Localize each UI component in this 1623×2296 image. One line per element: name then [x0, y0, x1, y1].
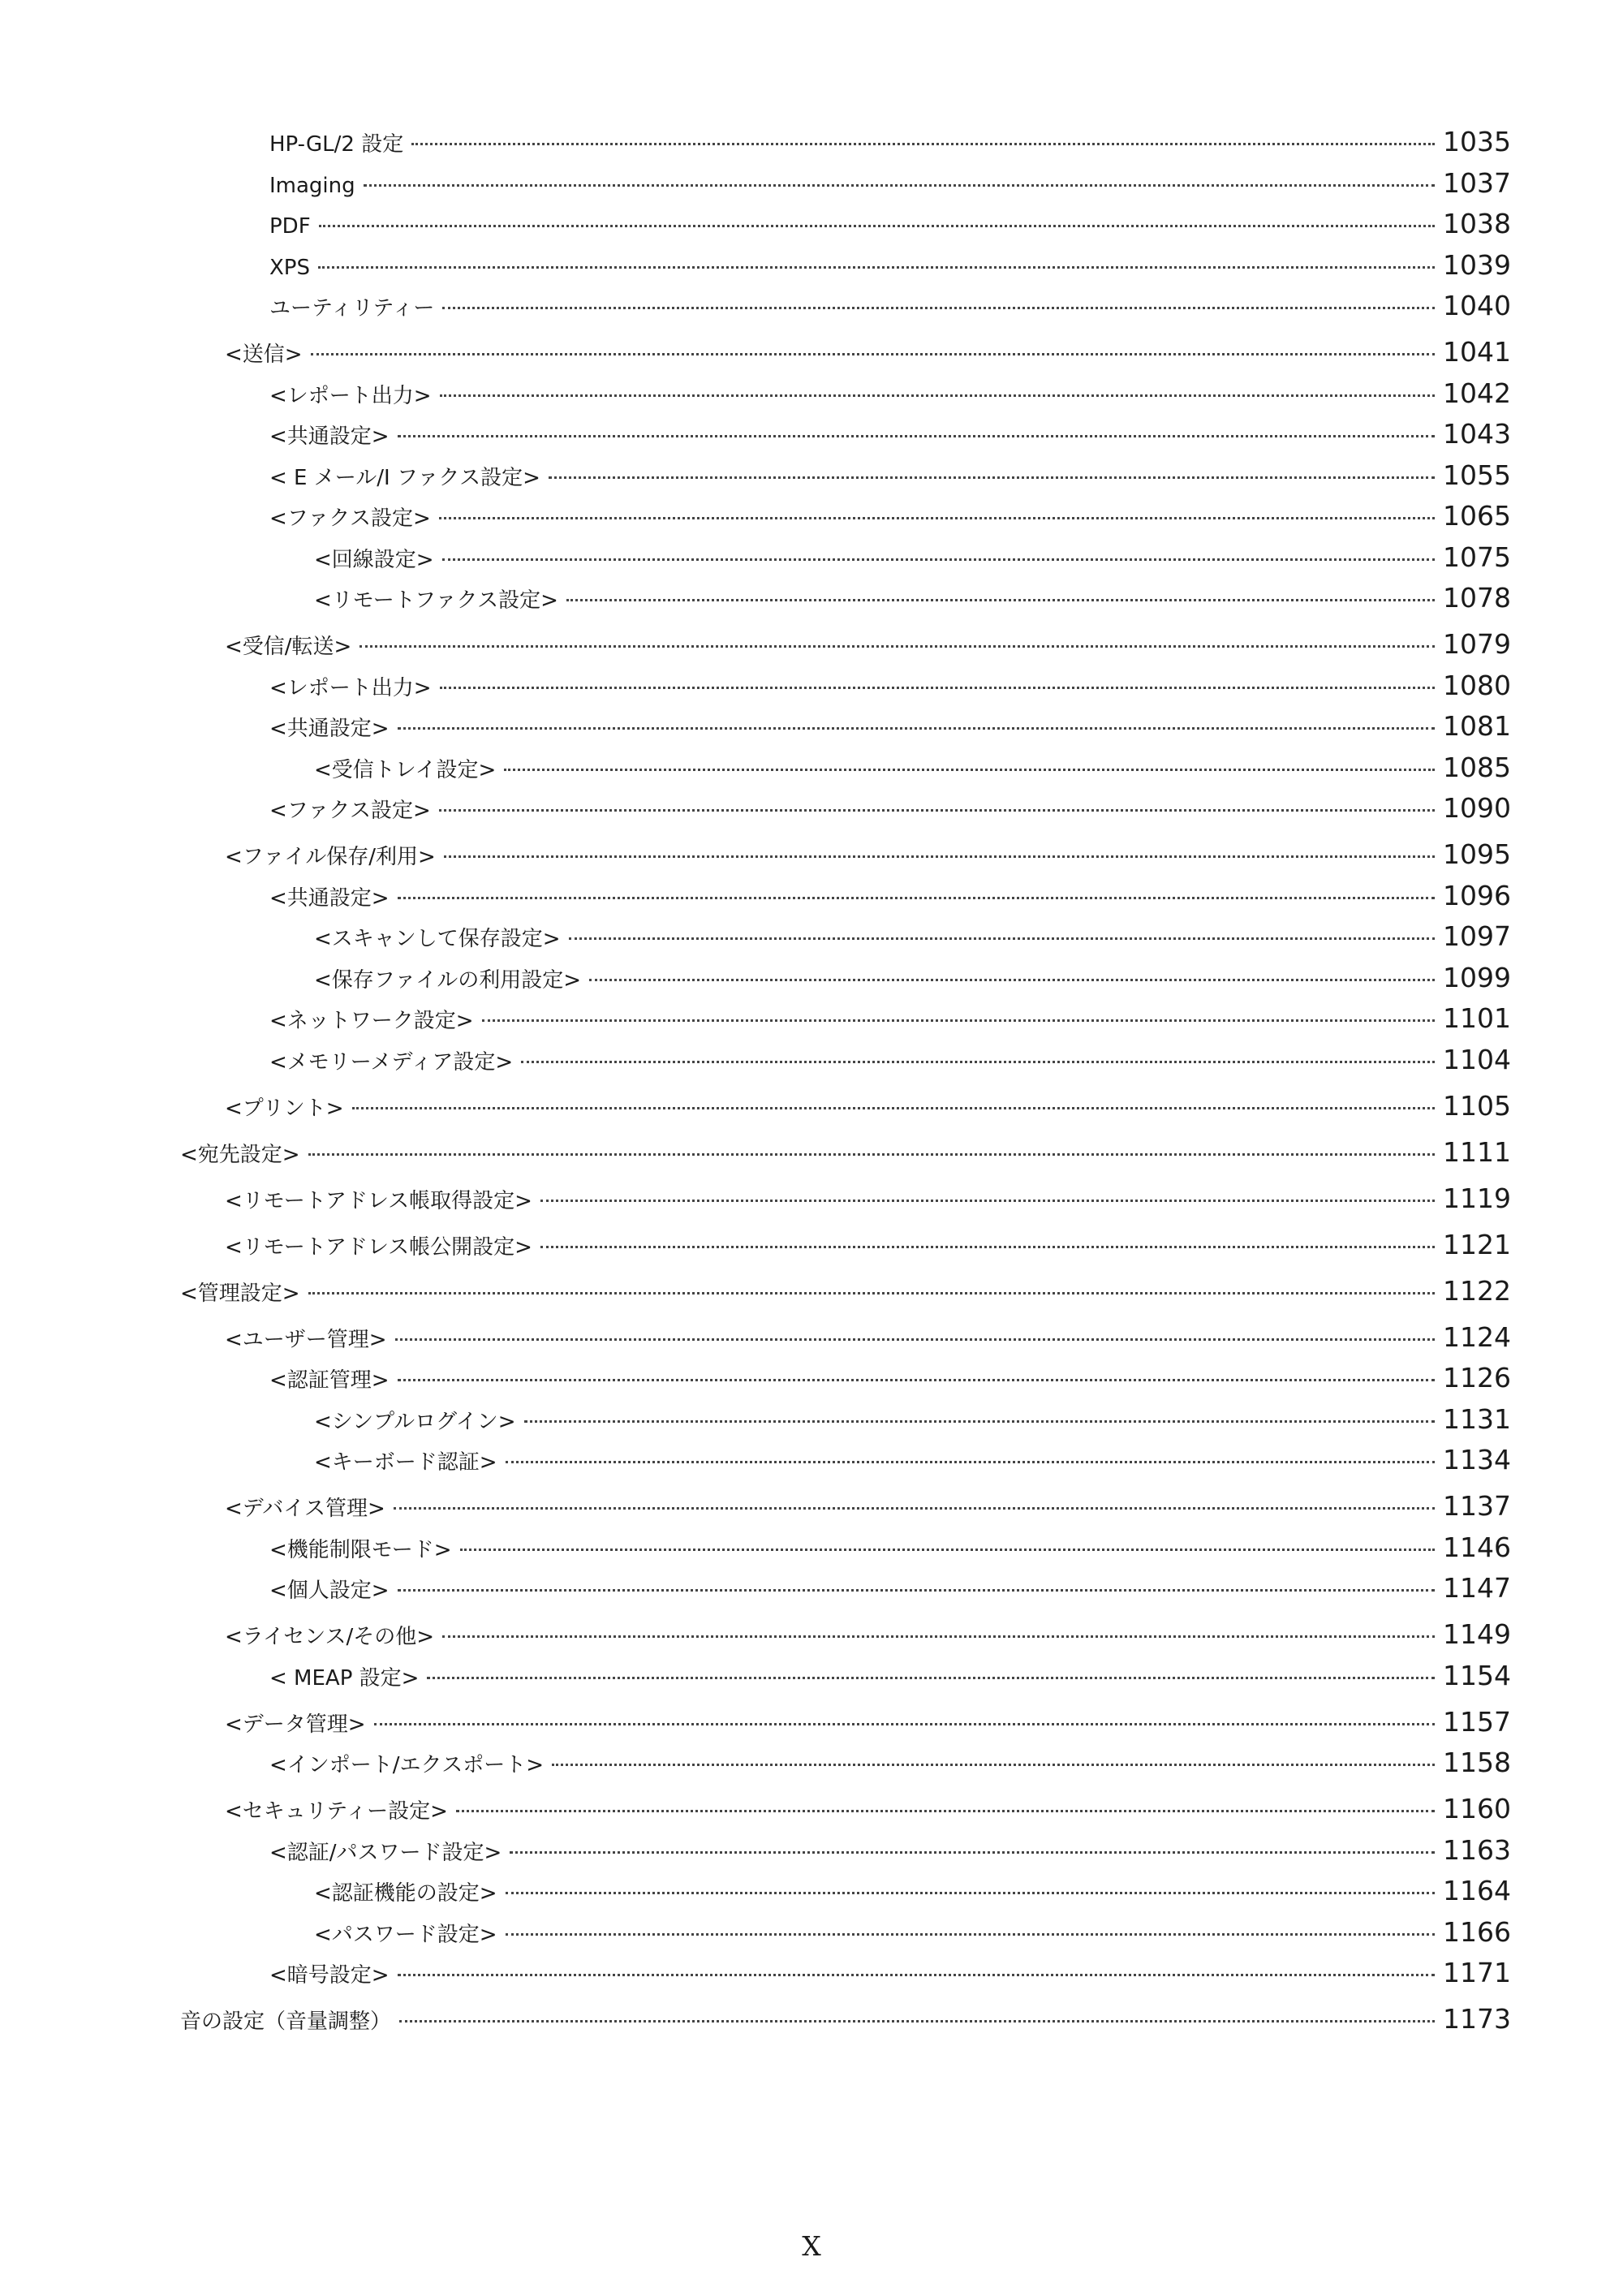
dot-leader	[506, 1892, 1435, 1894]
toc-entry-title: <ユーザー管理>	[225, 1327, 387, 1352]
toc-entry-title: <共通設定>	[269, 717, 390, 741]
toc-entry-page: 1042	[1443, 377, 1511, 409]
dot-leader	[439, 809, 1435, 812]
toc-entry-page: 1160	[1443, 1793, 1511, 1824]
toc-entry-page: 1171	[1443, 1957, 1511, 1988]
toc-entry-title: <ライセンス/その他>	[225, 1625, 434, 1649]
toc-entry-title: <宛先設定>	[180, 1142, 300, 1167]
dot-leader	[352, 1107, 1435, 1109]
toc-entry-page: 1039	[1443, 248, 1511, 281]
toc-entry-page: 1035	[1443, 126, 1511, 157]
toc-entry-page: 1163	[1443, 1833, 1511, 1866]
dot-leader	[398, 1974, 1435, 1976]
toc-entry[interactable]	[314, 1875, 1511, 1915]
toc-entry-title: <セキュリティー設定>	[225, 1799, 448, 1824]
toc-entry-title: <インポート/エクスポート>	[269, 1753, 545, 1777]
toc-entry[interactable]	[269, 1362, 1511, 1402]
toc-entry[interactable]	[225, 1321, 1511, 1362]
toc-entry-page: 1146	[1443, 1531, 1511, 1563]
toc-entry-title: PDF	[269, 214, 311, 239]
dot-leader	[398, 897, 1435, 899]
dot-leader	[521, 1061, 1435, 1063]
toc-entry-title: <保存ファイルの利用設定>	[314, 967, 582, 993]
dot-leader	[540, 1246, 1435, 1248]
toc-entry[interactable]	[225, 628, 1511, 669]
toc-entry[interactable]	[269, 880, 1511, 920]
toc-entry-title: <送信>	[225, 342, 303, 367]
dot-leader	[398, 1589, 1435, 1592]
toc-entry-page: 1134	[1443, 1444, 1511, 1475]
dot-leader	[506, 1461, 1435, 1463]
toc-entry-title: <ファクス設定>	[269, 506, 431, 531]
toc-entry-page: 1090	[1443, 792, 1511, 824]
toc-entry-title: <プリント>	[225, 1096, 344, 1121]
toc-entry-page: 1078	[1443, 582, 1511, 614]
toc-entry-title: <パスワード設定>	[314, 1922, 497, 1947]
dot-leader	[308, 1153, 1435, 1156]
toc-entry-title: <スキャンして保存設定>	[314, 927, 561, 951]
toc-entry-title: <データ管理>	[225, 1712, 366, 1737]
toc-entry-page: 1158	[1443, 1747, 1511, 1778]
dot-leader	[359, 645, 1435, 648]
dot-leader	[374, 1723, 1435, 1725]
dot-leader	[506, 1933, 1435, 1936]
dot-leader	[395, 1338, 1435, 1341]
toc-entry-title: <受信/転送>	[225, 635, 352, 659]
toc-entry-title: <ネットワーク設定>	[269, 1009, 474, 1033]
toc-entry-page: 1085	[1443, 751, 1511, 783]
toc-entry-page: 1164	[1443, 1875, 1511, 1906]
dot-leader	[398, 1379, 1435, 1381]
toc-entry-page: 1040	[1443, 290, 1511, 321]
toc-entry-title: <受信トレイ設定>	[314, 757, 497, 782]
dot-leader	[399, 2020, 1435, 2022]
toc-entry-title: ユーティリティー	[269, 296, 435, 321]
toc-entry[interactable]	[314, 1403, 1511, 1444]
dot-leader	[482, 1019, 1435, 1022]
toc-entry-page: 1137	[1443, 1490, 1511, 1522]
toc-entry[interactable]	[314, 962, 1511, 1002]
toc-entry[interactable]	[225, 1229, 1511, 1269]
toc-entry-page: 1065	[1443, 500, 1511, 532]
toc-entry-title: <リモートファクス設定>	[314, 588, 558, 613]
toc-entry[interactable]	[225, 838, 1511, 879]
dot-leader	[411, 143, 1435, 145]
toc-entry[interactable]	[180, 1275, 1511, 1316]
dot-leader	[442, 558, 1435, 561]
toc-entry-page: 1147	[1443, 1572, 1511, 1604]
toc-entry[interactable]	[180, 2003, 1511, 2044]
toc-entry[interactable]	[269, 500, 1511, 541]
toc-entry-page: 1124	[1443, 1320, 1511, 1353]
toc-entry-title: <ファクス設定>	[269, 799, 431, 823]
dot-leader	[444, 855, 1435, 858]
dot-leader	[398, 727, 1435, 730]
dot-leader	[311, 353, 1435, 355]
toc-entry[interactable]	[269, 1572, 1511, 1613]
dot-leader	[442, 307, 1435, 309]
toc-entry[interactable]	[314, 1444, 1511, 1484]
dot-leader	[460, 1549, 1435, 1551]
dot-leader	[540, 1200, 1435, 1202]
dot-leader	[439, 517, 1435, 519]
toc-entry[interactable]	[269, 290, 1511, 330]
dot-leader	[427, 1677, 1435, 1679]
toc-entry-page: 1101	[1443, 1002, 1511, 1034]
toc-entry-page: 1105	[1443, 1089, 1511, 1122]
toc-entry[interactable]	[269, 459, 1511, 500]
dot-leader	[456, 1810, 1435, 1812]
toc-entry-page: 1166	[1443, 1915, 1511, 1948]
toc-entry-title: <共通設定>	[269, 424, 390, 449]
toc-entry[interactable]	[314, 541, 1511, 582]
dot-leader	[364, 184, 1435, 187]
toc-entry-page: 1079	[1443, 628, 1511, 660]
toc-entry-page: 1037	[1443, 166, 1511, 199]
toc-entry-page: 1119	[1443, 1182, 1511, 1214]
toc-entry-page: 1043	[1443, 418, 1511, 450]
toc-entry-page: 1055	[1443, 459, 1511, 491]
toc-entry-title: <個人設定>	[269, 1579, 390, 1603]
toc-entry-title: <暗号設定>	[269, 1963, 390, 1988]
dot-leader	[589, 979, 1435, 981]
toc-entry-title: XPS	[269, 255, 310, 280]
toc-entry-title: 音の設定（音量調整）	[180, 2010, 392, 2034]
toc-entry-page: 1041	[1443, 336, 1511, 368]
dot-leader	[394, 1507, 1435, 1510]
dot-leader	[569, 937, 1435, 940]
dot-leader	[510, 1851, 1435, 1854]
toc-entry-title: <機能制限モード>	[269, 1537, 452, 1562]
toc-entry-title: HP-GL/2 設定	[269, 132, 404, 157]
toc-entry[interactable]	[225, 1182, 1511, 1223]
toc-entry-title: <リモートアドレス帳取得設定>	[225, 1188, 532, 1213]
toc-entry-title: <レポート出力>	[269, 383, 432, 408]
dot-leader	[566, 599, 1435, 601]
toc-entry[interactable]	[314, 752, 1511, 792]
dot-leader	[308, 1292, 1435, 1294]
toc-entry[interactable]	[269, 418, 1511, 459]
toc-entry[interactable]	[314, 582, 1511, 622]
toc-entry-title: Imaging	[269, 173, 355, 198]
toc-entry[interactable]	[269, 1002, 1511, 1043]
dot-leader	[552, 1764, 1435, 1766]
toc-entry-title: <デバイス管理>	[225, 1497, 385, 1521]
toc-entry-page: 1149	[1443, 1618, 1511, 1650]
toc-entry[interactable]	[225, 1793, 1511, 1833]
toc-entry-page: 1121	[1443, 1228, 1511, 1260]
toc-entry-title: <認証/パスワード設定>	[269, 1840, 502, 1865]
toc-entry[interactable]	[269, 1531, 1511, 1572]
toc-entry-page: 1096	[1443, 879, 1511, 911]
toc-entry-page: 1080	[1443, 669, 1511, 701]
toc-entry-page: 1038	[1443, 208, 1511, 239]
toc-entry-page: 1095	[1443, 838, 1511, 870]
toc-entry[interactable]	[225, 1490, 1511, 1531]
toc-entry[interactable]	[180, 1136, 1511, 1177]
toc-entry[interactable]	[314, 1916, 1511, 1957]
toc-entry-page: 1122	[1443, 1274, 1511, 1307]
toc-entry-title: <回線設定>	[314, 547, 434, 572]
toc-entry[interactable]	[225, 1618, 1511, 1659]
toc-entry-page: 1097	[1443, 920, 1511, 952]
toc-entry[interactable]	[269, 167, 1511, 208]
toc-entry-page: 1075	[1443, 541, 1511, 573]
toc-entry[interactable]	[225, 1706, 1511, 1747]
toc-entry[interactable]	[269, 208, 1511, 248]
toc-entry-title: <認証機能の設定>	[314, 1881, 497, 1906]
toc-entry-page: 1111	[1443, 1135, 1511, 1168]
toc-entry[interactable]	[269, 1957, 1511, 1997]
toc-entry[interactable]	[269, 1834, 1511, 1875]
toc-entry-page: 1154	[1443, 1659, 1511, 1691]
toc-entry[interactable]	[269, 1044, 1511, 1084]
toc-entry-title: < E メール/I ファクス設定>	[269, 465, 540, 490]
dot-leader	[440, 394, 1435, 397]
toc-entry-title: <メモリーメディア設定>	[269, 1049, 514, 1075]
page-number: X	[802, 2230, 821, 2262]
toc-entry[interactable]	[269, 670, 1511, 710]
toc-entry-title: <ファイル保存/利用>	[225, 845, 436, 869]
toc-entry-title: <レポート出力>	[269, 675, 432, 700]
toc-entry-page: 1131	[1443, 1402, 1511, 1435]
toc-entry[interactable]	[269, 1747, 1511, 1787]
toc-entry-title: <管理設定>	[180, 1281, 300, 1306]
dot-leader	[318, 266, 1435, 269]
dot-leader	[398, 435, 1435, 437]
dot-leader	[440, 687, 1435, 689]
toc-entry[interactable]	[314, 920, 1511, 961]
toc-entry[interactable]	[269, 126, 1511, 166]
dot-leader	[549, 476, 1435, 479]
dot-leader	[524, 1420, 1435, 1423]
toc-entry[interactable]	[269, 377, 1511, 418]
toc-entry[interactable]	[269, 249, 1511, 290]
toc-entry[interactable]	[269, 792, 1511, 833]
toc-entry-title: <共通設定>	[269, 885, 390, 911]
toc-entry-page: 1173	[1443, 2003, 1511, 2035]
toc-entry-title: <キーボード認証>	[314, 1450, 497, 1475]
toc-entry-title: <認証管理>	[269, 1368, 390, 1393]
toc-entry-title: <リモートアドレス帳公開設定>	[225, 1234, 532, 1260]
toc-entry[interactable]	[269, 1660, 1511, 1700]
toc-entry[interactable]	[225, 1090, 1511, 1131]
toc-entry-title: < MEAP 設定>	[269, 1665, 420, 1691]
toc-entry-page: 1081	[1443, 710, 1511, 742]
toc-entry-page: 1126	[1443, 1362, 1511, 1394]
dot-leader	[319, 225, 1435, 227]
toc-entry[interactable]	[225, 336, 1511, 377]
toc-entry-title: <シンプルログイン>	[314, 1409, 516, 1434]
dot-leader	[442, 1635, 1435, 1638]
toc-entry[interactable]	[269, 710, 1511, 751]
toc-entry-page: 1099	[1443, 961, 1511, 993]
toc-entry-page: 1157	[1443, 1705, 1511, 1738]
dot-leader	[504, 769, 1435, 771]
toc-entry-page: 1104	[1443, 1043, 1511, 1075]
